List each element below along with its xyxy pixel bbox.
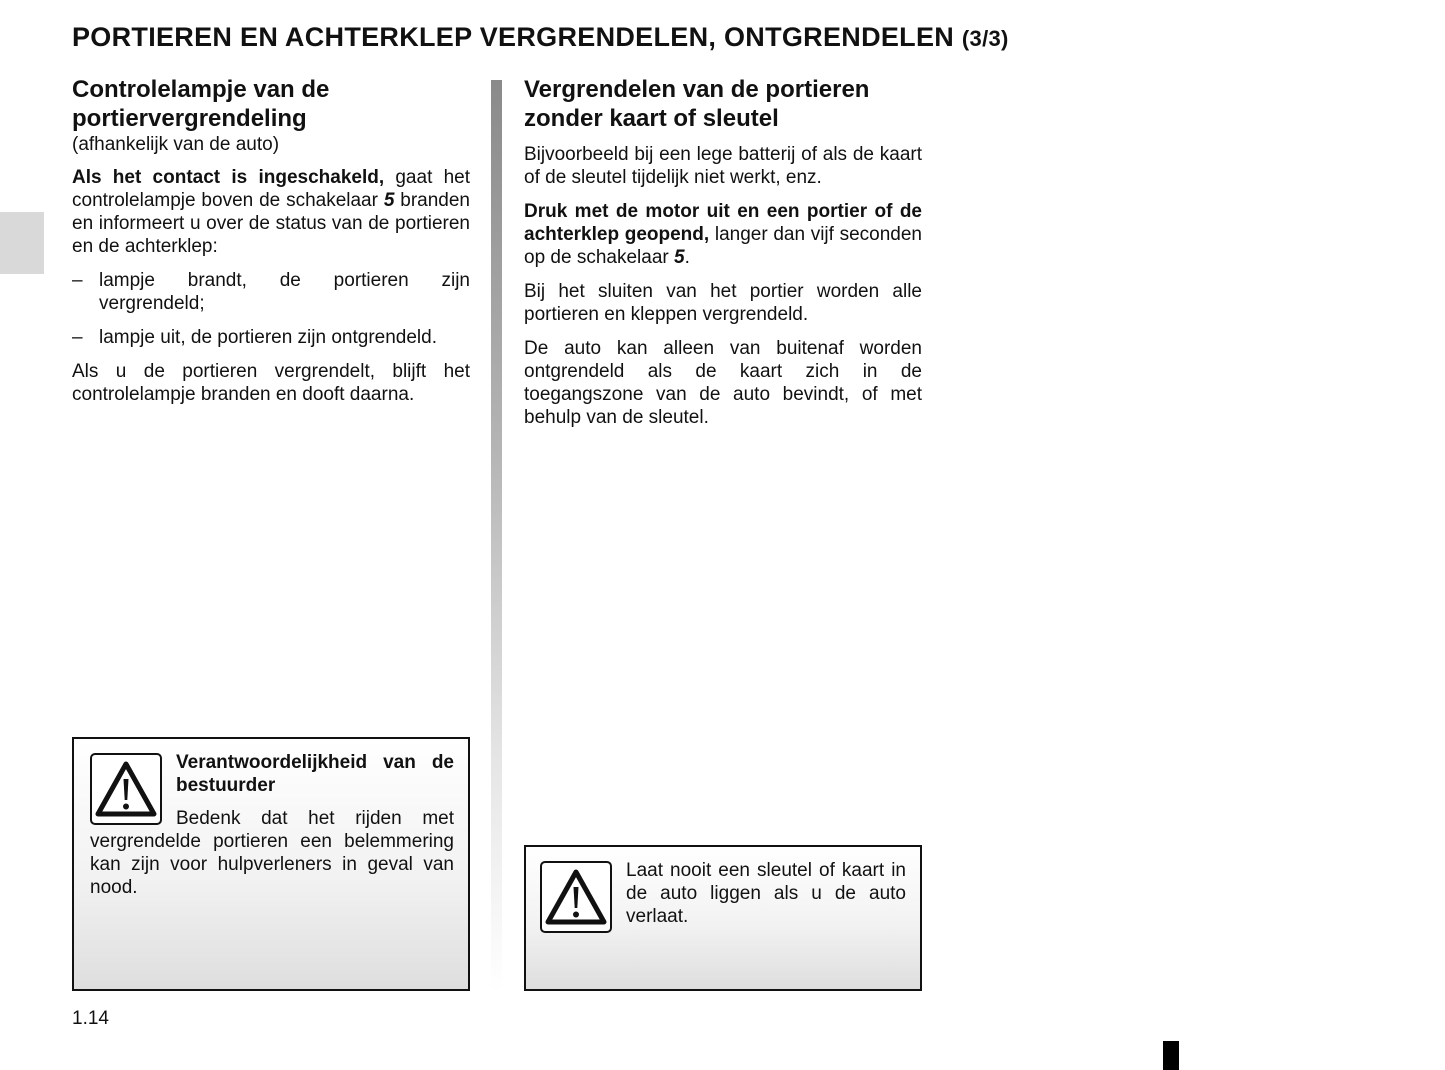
paragraph-instruction [524,200,922,269]
list-dash: – [72,327,83,348]
column-divider [491,80,502,992]
warning-triangle-icon [540,861,612,933]
list-item-text: lampje brandt, de portieren zijn vergrendeld; [99,270,470,314]
switch-reference: 5 [383,190,395,211]
list-item-text: lampje uit, de portieren zijn ontgrendeld. [99,327,437,348]
page-title-text: PORTIEREN EN ACHTERKLEP VERGRENDELEN, ONTGRENDELEN [72,22,955,52]
page-title [72,22,1009,53]
list-item [72,269,470,315]
right-column [524,75,922,440]
paragraph-closing-door: Bij het sluiten van het portier worden alle portieren en kleppen vergrendeld. [524,281,922,325]
paragraph-example: Bijvoorbeeld bij een lege batterij of als de kaart of de sleutel tijdelijk niet werkt, enz. [524,144,922,188]
chapter-tab-marker [0,212,44,274]
section-heading-locking-without-key: Vergrendelen van de portieren zonder kaart of sleutel [524,76,870,132]
page-number: 1.14 [72,1008,109,1029]
bold-lead-text: Als het contact is ingeschakeld, [72,167,385,188]
bold-lead-text: Druk met de motor uit en een portier of de achterklep geopend, [524,201,922,245]
warning-box-key-in-car [524,845,922,991]
paragraph-unlocking: De auto kan alleen van buitenaf worden ontgrendeld als de kaart zich in de toegangszone van de auto bevindt, of met behulp van de sleutel. [524,338,922,428]
page-title-suffix: (3/3) [961,26,1009,51]
left-column [72,75,470,417]
list-item [72,326,470,349]
warning-text: Laat nooit een sleutel of kaart in de auto liggen als u de auto verlaat. [626,860,906,927]
paragraph-contact-on [72,166,470,258]
section-heading-indicator-light: Controlelampje van de portiervergrendeling [72,76,330,132]
warning-triangle-icon [90,753,162,825]
page-corner-mark [1163,1041,1179,1070]
warning-box-driver-responsibility [72,737,470,991]
list-dash: – [72,270,83,291]
paragraph-text: langer dan vijf seconden op de schakelaar [524,224,922,268]
section-subheading: (afhankelijk van de auto) [72,134,280,155]
paragraph-locking-behaviour: Als u de portieren vergrendelt, blijft het controlelampje branden en dooft daarna. [72,361,470,405]
paragraph-text: branden en informeert u over de status van de portieren en de achterklep: [72,190,471,257]
warning-text: Bedenk dat het rijden met vergrendelde portieren een belemmering kan zijn voor hulpverleners in geval van nood. [90,808,454,898]
paragraph-text: . [684,247,690,268]
switch-reference: 5 [674,247,685,268]
warning-title: Verantwoordelijkheid van de bestuurder [176,752,454,796]
paragraph-text: gaat het controlelampje boven de schakelaar [72,167,471,211]
